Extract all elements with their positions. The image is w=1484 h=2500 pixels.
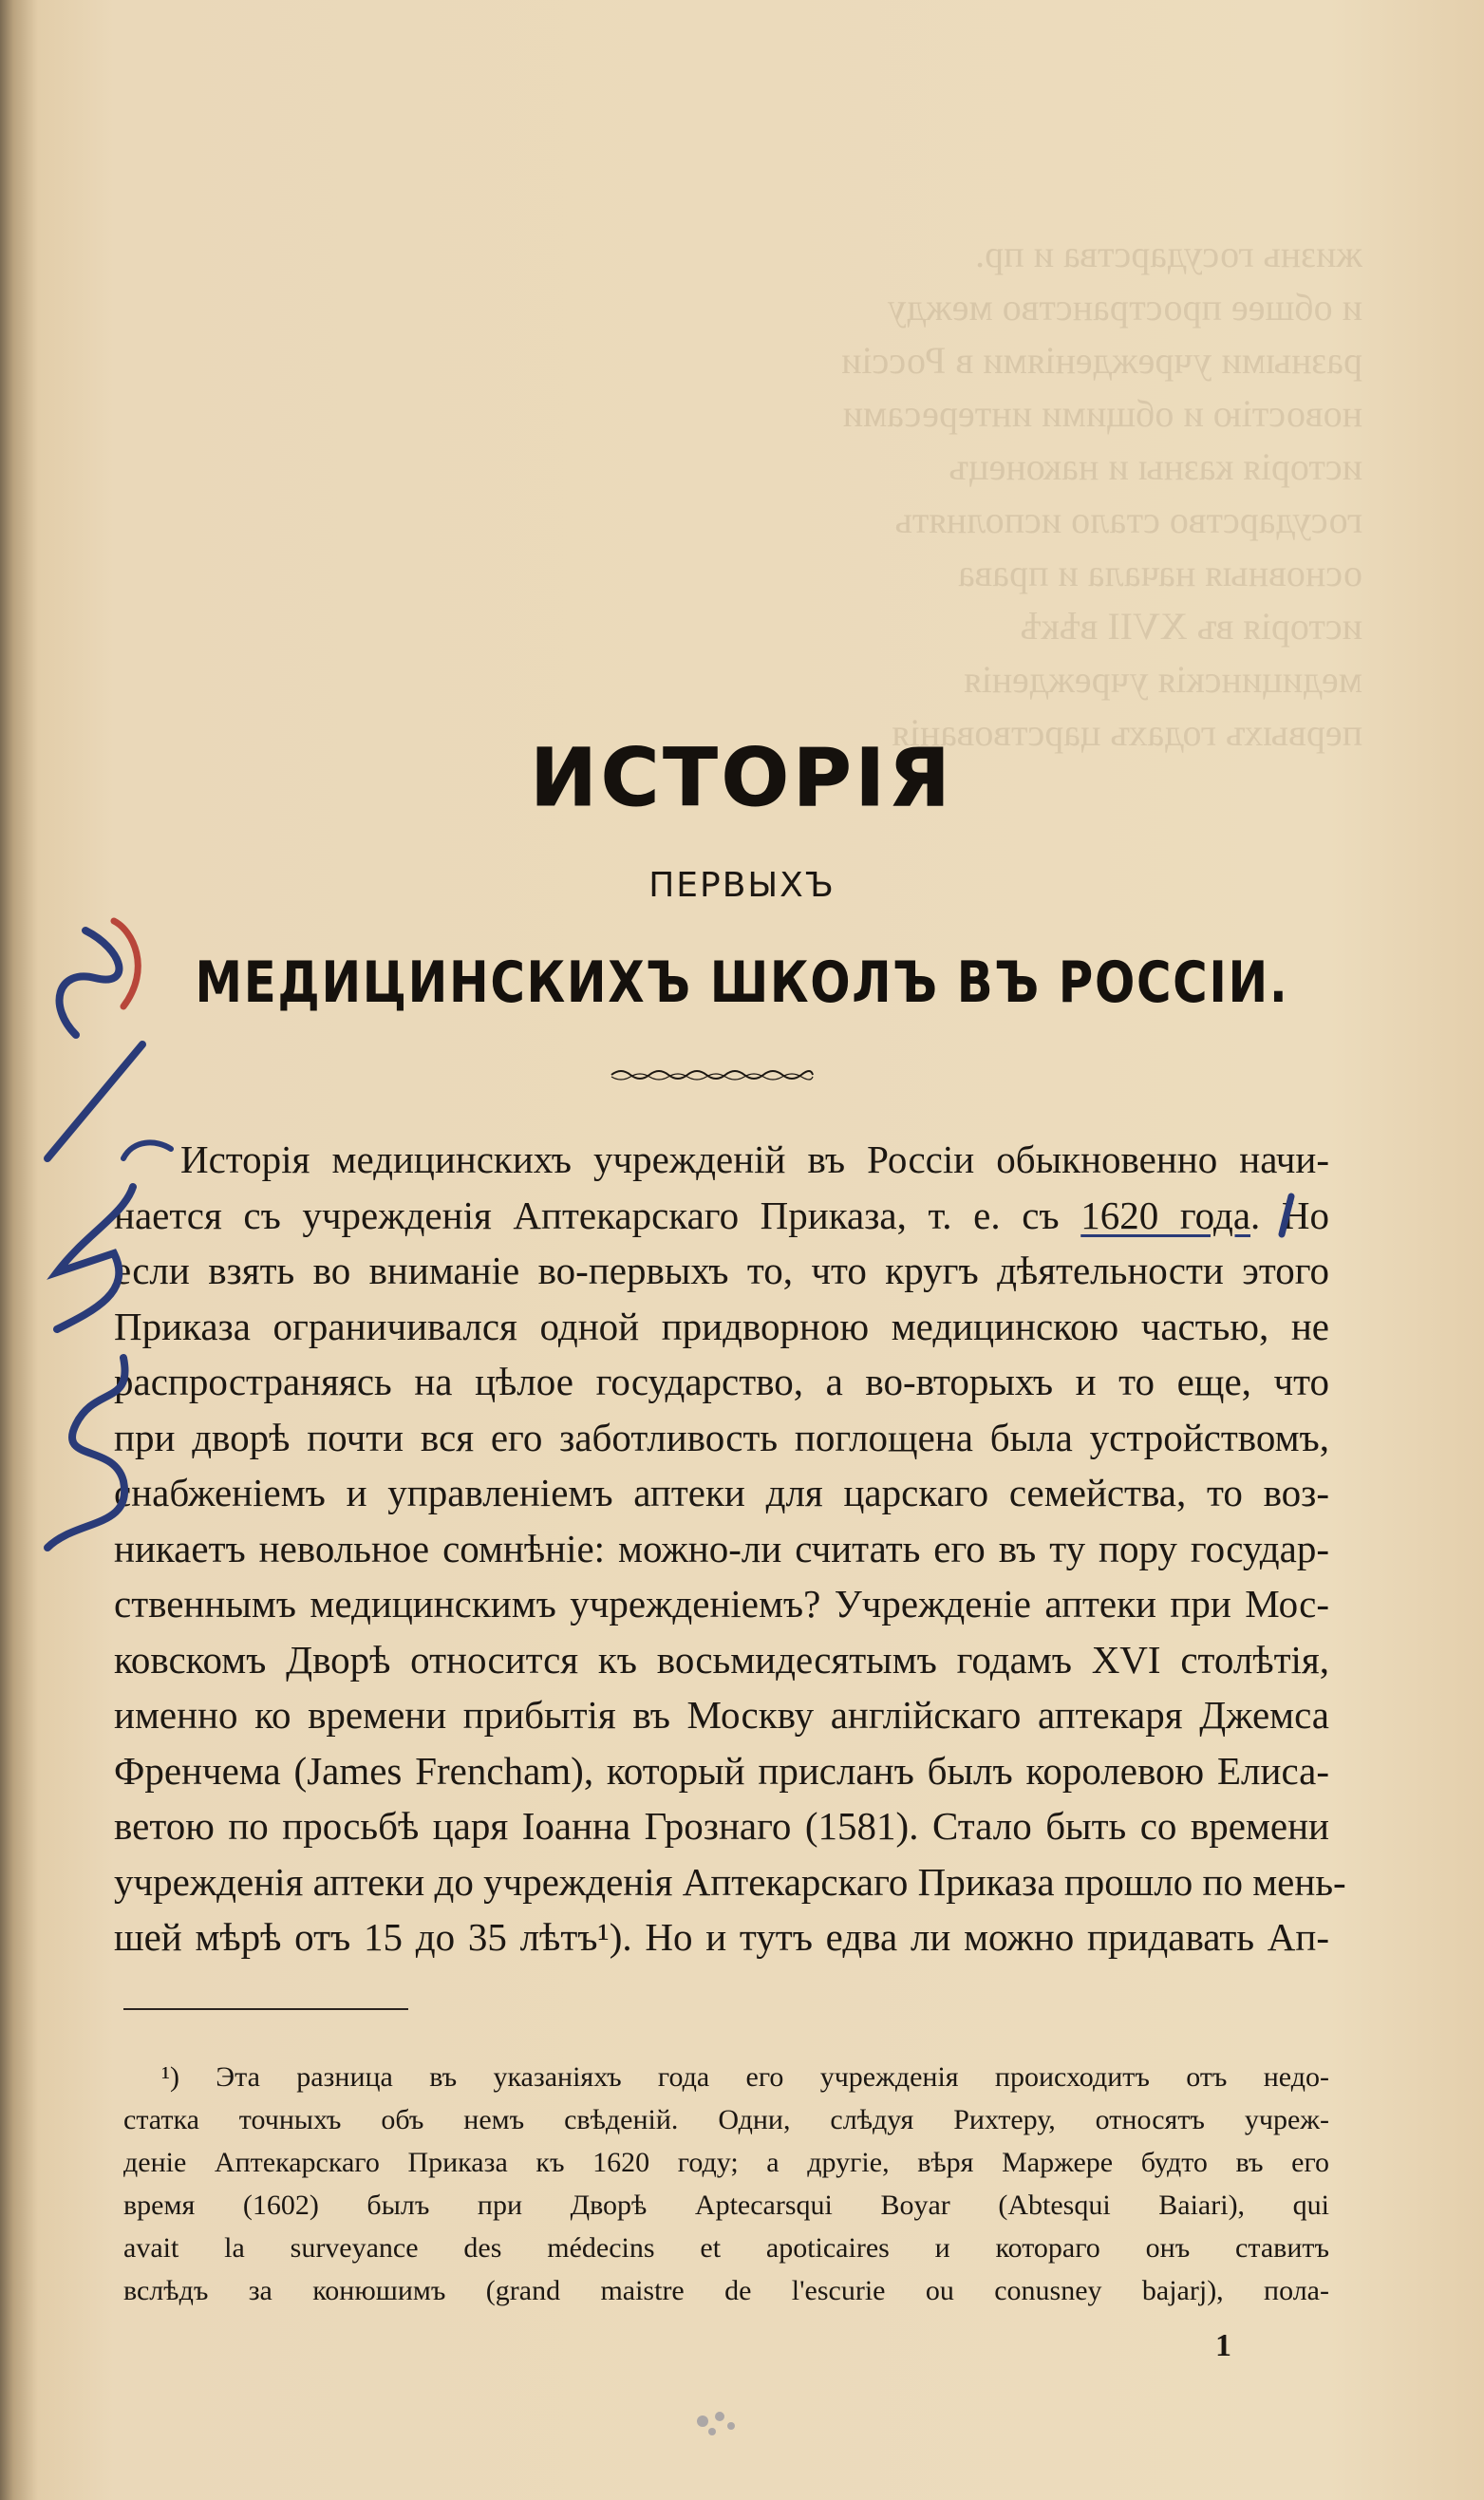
body-line: снабженіемъ и управленіемъ аптеки для царскаго семейства, то воз- [114,1471,1329,1514]
footnote-rule [123,2008,408,2010]
body-line: Френчема (James Frencham), который присланъ былъ королевою Елиса- [114,1748,1329,1793]
body-paragraph [114,1132,1346,1965]
page-title: ИСТОРІЯ [530,731,954,824]
body-line: если взять во вниманіе во-первыхъ то, что кругъ дѣятельности этого [114,1249,1329,1292]
body-line: Исторія медицинскихъ учрежденій въ Россіи обыкновенно начи- [180,1137,1329,1181]
footnote-line: деніе Аптекарскаго Приказа къ 1620 году; а другіе, вѣря Маржере будто въ его [123,2147,1329,2178]
pen-mark-year [1268,1192,1306,1239]
underlined-year: 1620 года [1080,1193,1251,1237]
subtitle-large: МЕДИЦИНСКИХЪ ШКОЛЪ ВЪ РОССІИ. [195,949,1289,1016]
body-line: ковскомъ Дворѣ относится къ восьмидесятымъ годамъ XVI столѣтія, [114,1637,1329,1682]
body-line: ственнымъ медицинскимъ учрежденіемъ? Учрежденіе аптеки при Мос- [114,1582,1329,1626]
body-line: ветою по просьбѣ царя Іоанна Грознаго (1581). Стало быть со времени [114,1804,1329,1848]
subtitle-small: ПЕРВЫХЪ [648,866,836,905]
footnote-line: ¹) Эта разница въ указаніяхъ года его учрежденія происходитъ отъ недо- [161,2061,1329,2093]
body-line: нается съ учрежденія Аптекарскаго Приказа, т. е. съ 1620 года. Но [114,1193,1329,1237]
body-line: никаетъ невольное сомнѣніе: можно-ли считать его въ ту пору государ- [114,1526,1329,1570]
body-line: Приказа ограничивался одной придворною медицинскою частью, не [114,1304,1329,1348]
body-line: при дворѣ почти вся его заботливость поглощена была устройствомъ, [114,1415,1329,1459]
body-line: именно ко времени прибытія въ Москву англійскаго аптекаря Джемса [114,1693,1329,1737]
footnote-line: avait la surveyance des médecins et apoticaires и котораго онъ ставитъ [123,2232,1329,2264]
pen-mark-left [119,1135,176,1173]
handwritten-annotation [19,912,161,1557]
footnote-line: время (1602) былъ при Дворѣ Aptecarsqui Boyar (Abtesqui Baiari), qui [123,2190,1329,2221]
footnote-line: вслѣдъ за конюшимъ (grand maistre de l'escurie ou conusney bajarj), пола- [123,2275,1329,2306]
stamp-mark [684,2397,750,2445]
body-line: шей мѣрѣ отъ 15 до 35 лѣтъ¹). Но и тутъ едва ли можно придавать Ап- [114,1915,1329,1959]
page-number: 1 [1215,2328,1231,2363]
footnotes [123,2056,1329,2312]
body-line: учрежденія аптеки до учрежденія Аптекарскаго Приказа прошло по мень- [114,1859,1346,1904]
footnote-line: статка точныхъ объ немъ свѣденій. Одни, слѣдуя Рихтеру, относятъ учреж- [123,2104,1329,2135]
ornament-divider [608,1063,817,1086]
body-line: распространяясь на цѣлое государство, а во-вторыхъ и то еще, что [114,1360,1329,1403]
bleed-through-text: жизнь государства и пр. и обшее пространство между разными учрежденіями в Россіи новостію и общими интересами исторія казны и наконецъ государство стало исполнять основныя начала и права исторія въ XVII вѣкѣ медицинскія учрежденія первыхъ годахъ царствованія [841,233,1362,754]
